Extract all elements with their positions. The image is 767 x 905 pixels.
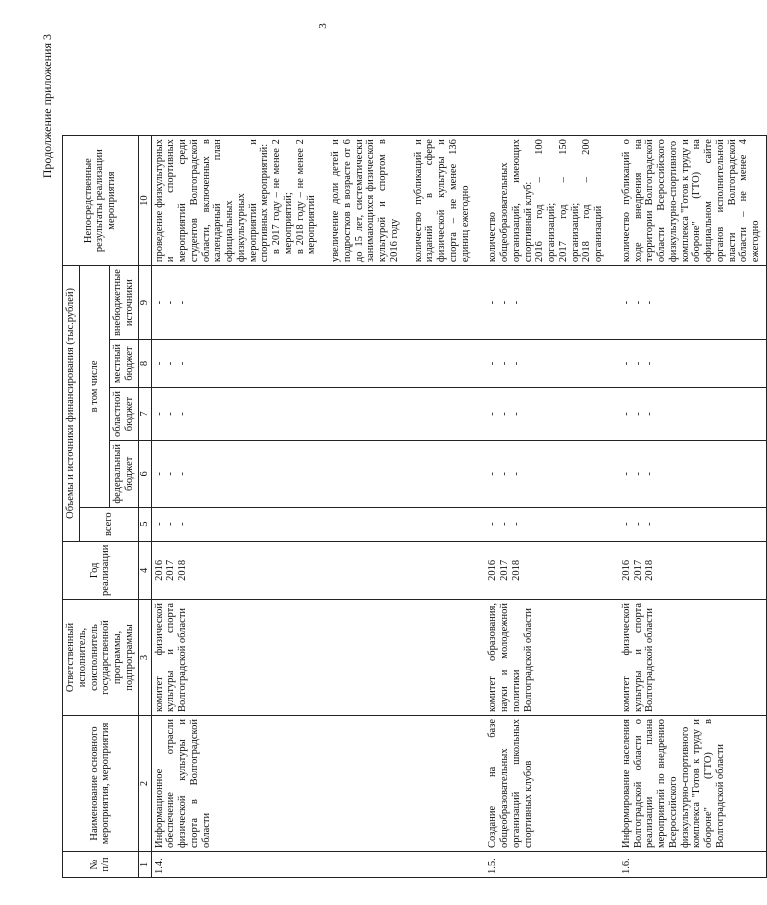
value-extra: - - - bbox=[485, 266, 619, 340]
value-regional: - - - bbox=[151, 388, 485, 441]
value-federal: - - - bbox=[619, 441, 767, 508]
row-number: 1.5. bbox=[485, 852, 619, 878]
header-total: всего bbox=[79, 507, 138, 541]
column-number: 9 bbox=[138, 266, 151, 340]
value-regional: - - - bbox=[619, 388, 767, 441]
column-number: 3 bbox=[138, 600, 151, 716]
column-number: 10 bbox=[138, 136, 151, 266]
row-results bbox=[619, 136, 767, 266]
result-text: 2017 год – 150 организаций; bbox=[557, 139, 581, 263]
result-text: в 2017 году – не менее 2 мероприятий; bbox=[271, 139, 294, 255]
value-total: - - - bbox=[619, 507, 767, 541]
year: 2018 bbox=[510, 559, 522, 581]
row-executor: комитет образования, науки и молодежной политики Волгоградской области bbox=[485, 600, 619, 716]
year: 2018 bbox=[644, 559, 656, 581]
value-federal: - - - bbox=[485, 441, 619, 508]
value-total: - - - bbox=[151, 507, 485, 541]
header-executor: Ответственный исполнитель, соисполнитель государственной программы, подпрограммы bbox=[63, 600, 139, 716]
header-regional: областной бюджет bbox=[110, 388, 139, 441]
column-number-row bbox=[138, 136, 151, 878]
header-local: местный бюджет bbox=[110, 340, 139, 388]
column-number: 2 bbox=[138, 716, 151, 852]
document-sheet bbox=[40, 28, 761, 878]
value-total: - - - bbox=[485, 507, 619, 541]
header-name: Наименование основного мероприятия, мероприятия bbox=[63, 716, 139, 852]
header-including: в том числе bbox=[79, 266, 109, 508]
result-text: количество публикаций и изданий в сфере физической культуры и спорта – не менее 136 единиц ежегодно bbox=[412, 139, 471, 263]
header-financing: Объемы и источники финансирования (тыс.рублей) bbox=[63, 266, 80, 542]
page-number: 3 bbox=[316, 23, 329, 29]
row-name: Информационное обеспечение отрасли физической культуры и спорта в Волгоградской области bbox=[151, 716, 485, 852]
table-row bbox=[151, 136, 485, 878]
program-measures-table bbox=[62, 135, 767, 878]
row-results bbox=[151, 136, 485, 266]
value-regional: - - - bbox=[485, 388, 619, 441]
column-number: 5 bbox=[138, 507, 151, 541]
row-years bbox=[619, 541, 767, 599]
header-results: Непосредственные результаты реализации мероприятия bbox=[63, 136, 139, 266]
row-years bbox=[485, 541, 619, 599]
result-text: в 2018 году – не менее 2 мероприятий bbox=[294, 139, 318, 255]
year: 2016 bbox=[153, 559, 165, 581]
header-federal: федеральный бюджет bbox=[110, 441, 139, 508]
year: 2016 bbox=[620, 559, 632, 581]
result-text: 2016 год – 100 организаций; bbox=[534, 139, 557, 263]
column-number: 8 bbox=[138, 340, 151, 388]
header-year: Год реализации bbox=[63, 541, 139, 599]
value-federal: - - - bbox=[151, 441, 485, 508]
row-number: 1.4. bbox=[151, 852, 485, 878]
result-text: проведение физкультурных и спортивных мероприятий среди студентов Волгоградской области, включенных в календарный план официальных физкультурных мероприятий и спортивных мероприятий: bbox=[153, 139, 271, 263]
row-results bbox=[485, 136, 619, 266]
table-row bbox=[619, 136, 767, 878]
year: 2017 bbox=[632, 559, 644, 581]
result-text: 2018 год – 200 организаций bbox=[581, 139, 604, 263]
result-text: количество общеобразовательных организаций, имеющих спортивный клуб: bbox=[487, 139, 534, 263]
value-local: - - - bbox=[485, 340, 619, 388]
year: 2017 bbox=[499, 559, 510, 581]
column-number: 7 bbox=[138, 388, 151, 441]
year: 2018 bbox=[177, 559, 188, 581]
row-executor: комитет физической культуры и спорта Волгоградской области bbox=[619, 600, 767, 716]
value-extra: - - - bbox=[619, 266, 767, 340]
value-local: - - - bbox=[619, 340, 767, 388]
year: 2016 bbox=[487, 559, 499, 581]
year: 2017 bbox=[165, 559, 177, 581]
column-number: 1 bbox=[138, 852, 151, 878]
value-extra: - - - bbox=[151, 266, 485, 340]
row-name: Информирование населения Волгоградской области о реализации плана мероприятий по внедрению Всероссийского физкультурно-спортивного комплекса "Готов к труду и обороне" (ГТО) в Волгоградской области bbox=[619, 716, 767, 852]
row-number: 1.6. bbox=[619, 852, 767, 878]
header-extra: внебюджетные источники bbox=[110, 266, 139, 340]
column-number: 4 bbox=[138, 541, 151, 599]
column-number: 6 bbox=[138, 441, 151, 508]
result-text: увеличение доли детей и подростков в возрасте от 6 до 15 лет, систематически занимающихся физической культурой и спортом в 2016 году bbox=[330, 139, 400, 263]
table-row bbox=[485, 136, 619, 878]
appendix-caption: Продолжение приложения 3 bbox=[40, 34, 54, 179]
row-years bbox=[151, 541, 485, 599]
row-executor: комитет физической культуры и спорта Волгоградской области bbox=[151, 600, 485, 716]
value-local: - - - bbox=[151, 340, 485, 388]
header-num: № п/п bbox=[63, 852, 139, 878]
row-name: Создание на базе общеобразовательных организаций школьных спортивных клубов bbox=[485, 716, 619, 852]
result-text: количество публикаций о ходе внедрения на территории Волгоградской области Всероссийского физкультурно-спортивного комплекса "Готов к труду и обороне" (ГТО) на официальном сайте органов исполнительной власти Волгоградской области – не менее 4 ежегодно bbox=[620, 139, 761, 263]
